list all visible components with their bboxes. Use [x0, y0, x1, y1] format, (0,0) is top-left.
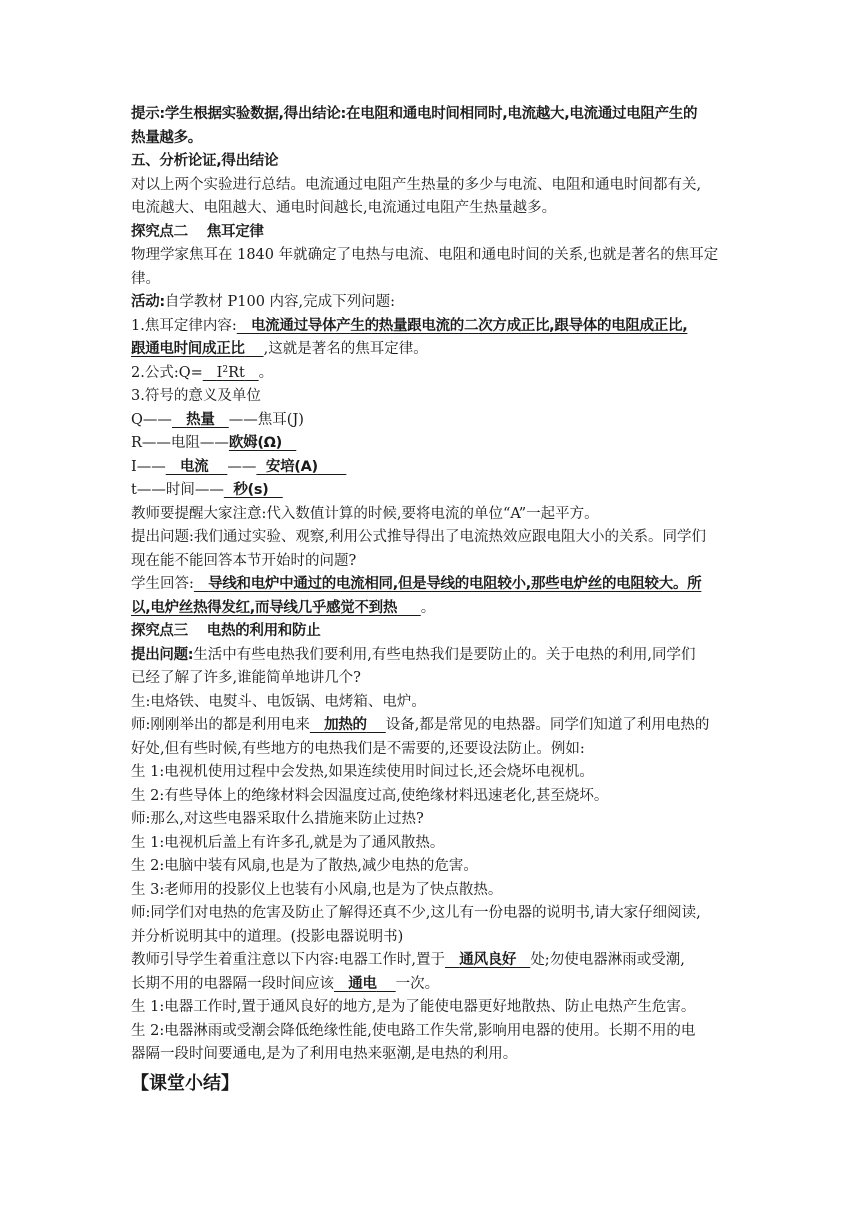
- answer-text: 安培(A): [265, 458, 318, 475]
- paragraph-line: 生:电烙铁、电熨斗、电饭锅、电烤箱、电炉。: [131, 693, 426, 710]
- activity-line: [131, 291, 731, 315]
- paragraph-line: 师:同学们对电热的危害及防止了解得还真不少,这儿有一份电器的说明书,请大家仔细阅读,: [131, 905, 701, 921]
- formula-part: Rt: [228, 364, 245, 381]
- hint-line: 热量越多。: [131, 129, 202, 146]
- answer-text: [194, 576, 701, 592]
- guide-suffix: 一次。: [395, 975, 440, 992]
- guide-prefix: 长期不用的电器隔一段时间应该: [131, 975, 334, 992]
- question-line: [131, 644, 731, 668]
- paragraph-line: 物理学家焦耳在 1840 年就确定了电热与电流、电阻和通电时间的关系,也就是著名的焦耳定: [131, 247, 719, 263]
- answer-text: 秒(s): [233, 482, 269, 498]
- symbol-line: [131, 479, 731, 503]
- answer-text: 热量: [186, 411, 215, 428]
- paragraph-line: 并分析说明其中的道理。(投影电器说明书): [131, 928, 404, 945]
- answer-text: 加热的: [324, 717, 367, 733]
- paragraph-line: 已经了解了许多,谁能简单地讲几个?: [131, 670, 361, 686]
- activity-text: 自学教材 P100 内容,完成下列问题:: [164, 294, 396, 310]
- question-prefix: 1.焦耳定律内容:: [131, 317, 237, 334]
- answer-text: [256, 459, 346, 475]
- question-suffix: ,这就是著名的焦耳定律。: [263, 341, 428, 357]
- guide-prefix: 教师引导学生着重注意以下内容:电器工作时,置于: [131, 952, 445, 968]
- teacher-suffix: 设备,都是常见的电热器。同学们知道了利用电热的: [385, 717, 710, 733]
- teacher-line: [131, 714, 731, 738]
- formula-part: I: [216, 364, 223, 381]
- paragraph-line: 生 3:老师用的投影仪上也装有小风扇,也是为了快点散热。: [131, 881, 503, 898]
- guide-line: [131, 949, 731, 973]
- answer-text: [172, 412, 229, 428]
- symbol-suffix: ——焦耳(J): [228, 411, 304, 428]
- answer-prefix: 学生回答:: [131, 576, 194, 592]
- answer-suffix: 。: [420, 599, 436, 616]
- paragraph-line: 提出问题:我们通过实验、观察,利用公式推导得出了电流热效应跟电阻大小的关系。同学们: [131, 529, 706, 545]
- paragraph-line: 律。: [131, 270, 160, 287]
- summary-heading: 【课堂小结】: [131, 1073, 239, 1094]
- paragraph-line: 生 1:电器工作时,置于通风良好的地方,是为了能使电器更好地散热、防止电热产生危害。: [131, 999, 696, 1015]
- symbol-line: [131, 456, 731, 480]
- section-heading: 探究点二 焦耳定律: [131, 223, 264, 240]
- symbol-prefix: t——时间——: [131, 482, 224, 498]
- symbol-line: [131, 432, 731, 456]
- symbol-prefix: R——电阻——: [131, 435, 229, 451]
- answer-text: 电流通过导体产生的热量跟电流的二次方成正比,跟导体的电阻成正比,: [250, 317, 688, 334]
- answer-text: [131, 600, 421, 616]
- lesson-page: [131, 103, 731, 1067]
- paragraph-line: 好处,但有些时候,有些地方的电热我们是不需要的,还要设法防止。例如:: [131, 740, 585, 757]
- answer-text: [131, 341, 264, 357]
- answer-text: 通电: [348, 975, 377, 992]
- formula-answer: [203, 365, 259, 381]
- symbol-prefix: Q——: [131, 411, 172, 428]
- answer-text: 欧姆(Ω): [228, 435, 283, 451]
- teacher-prefix: 师:刚刚举出的都是利用电来: [131, 717, 310, 733]
- paragraph-line: 生 2:电脑中装有风扇,也是为了散热,减少电热的危害。: [131, 858, 478, 874]
- question-label: 提出问题:: [131, 646, 194, 663]
- section-heading: 探究点三 电热的利用和防止: [131, 623, 321, 639]
- answer-text: [237, 318, 688, 334]
- answer-text: 以,电炉丝热得发红,而导线几乎感觉不到热: [131, 599, 398, 616]
- question-line: [131, 338, 731, 362]
- student-answer-line: [131, 573, 731, 597]
- formula-suffix: 。: [258, 364, 274, 381]
- formula-prefix: 2.公式:Q=: [131, 364, 203, 381]
- answer-text: [229, 435, 296, 451]
- section-heading: 五、分析论证,得出结论: [131, 153, 279, 169]
- student-answer-line: [131, 597, 731, 621]
- question-line: [131, 315, 731, 339]
- activity-label: 活动:: [131, 294, 165, 310]
- paragraph-line: 电流越大、电阻越大、通电时间越长,电流通过电阻产生热量越多。: [131, 200, 557, 216]
- paragraph-line: 生 1:电视机使用过程中会发热,如果连续使用时间过长,还会烧坏电视机。: [131, 764, 594, 780]
- answer-text: 电流: [179, 458, 209, 475]
- paragraph-line: 现在能不能回答本节开始时的问题?: [131, 552, 357, 569]
- question-text: 生活中有些电热我们要利用,有些电热我们是要防止的。关于电热的利用,同学们: [193, 646, 696, 663]
- answer-text: [334, 976, 396, 992]
- answer-text: [310, 717, 386, 733]
- paragraph-line: 3.符号的意义及单位: [131, 388, 261, 404]
- paragraph-line: 生 2:电器淋雨或受潮会降低绝缘性能,使电路工作失常,影响用电器的使用。长期不用的电: [131, 1022, 696, 1039]
- symbol-prefix: I——: [131, 458, 166, 475]
- hint-line: 提示:学生根据实验数据,得出结论:在电阻和通电时间相同时,电流越大,电流通过电阻产生的: [131, 106, 698, 122]
- symbol-line: [131, 409, 731, 433]
- answer-text: 导线和电炉中通过的电流相同,但是导线的电阻较小,那些电炉丝的电阻较大。所: [208, 576, 702, 592]
- paragraph-line: 生 1:电视机后盖上有许多孔,就是为了通风散热。: [131, 834, 445, 851]
- paragraph-line: 师:那么,对这些电器采取什么措施来防止过热?: [131, 811, 424, 827]
- answer-text: [445, 952, 530, 968]
- paragraph-line: 生 2:有些导体上的绝缘材料会因温度过高,使绝缘材料迅速老化,甚至烧坏。: [131, 787, 609, 804]
- paragraph-line: 对以上两个实验进行总结。电流通过电阻产生热量的多少与电流、电阻和通电时间都有关,: [131, 176, 702, 193]
- guide-line: [131, 973, 731, 997]
- answer-text: [166, 459, 228, 475]
- formula-exponent: 2: [222, 364, 229, 375]
- guide-suffix: 处;勿使电器淋雨或受潮,: [530, 952, 685, 968]
- paragraph-line: 教师要提醒大家注意:代入数值计算的时候,要将电流的单位“A”一起平方。: [131, 505, 599, 522]
- answer-text: 通风良好: [459, 952, 517, 968]
- answer-text: 跟通电时间成正比: [131, 341, 245, 357]
- paragraph-line: 器隔一段时间要通电,是为了利用电热来驱潮,是电热的利用。: [131, 1046, 518, 1062]
- answer-text: [224, 482, 283, 498]
- formula-line: [131, 362, 731, 386]
- symbol-separator: ——: [227, 458, 257, 475]
